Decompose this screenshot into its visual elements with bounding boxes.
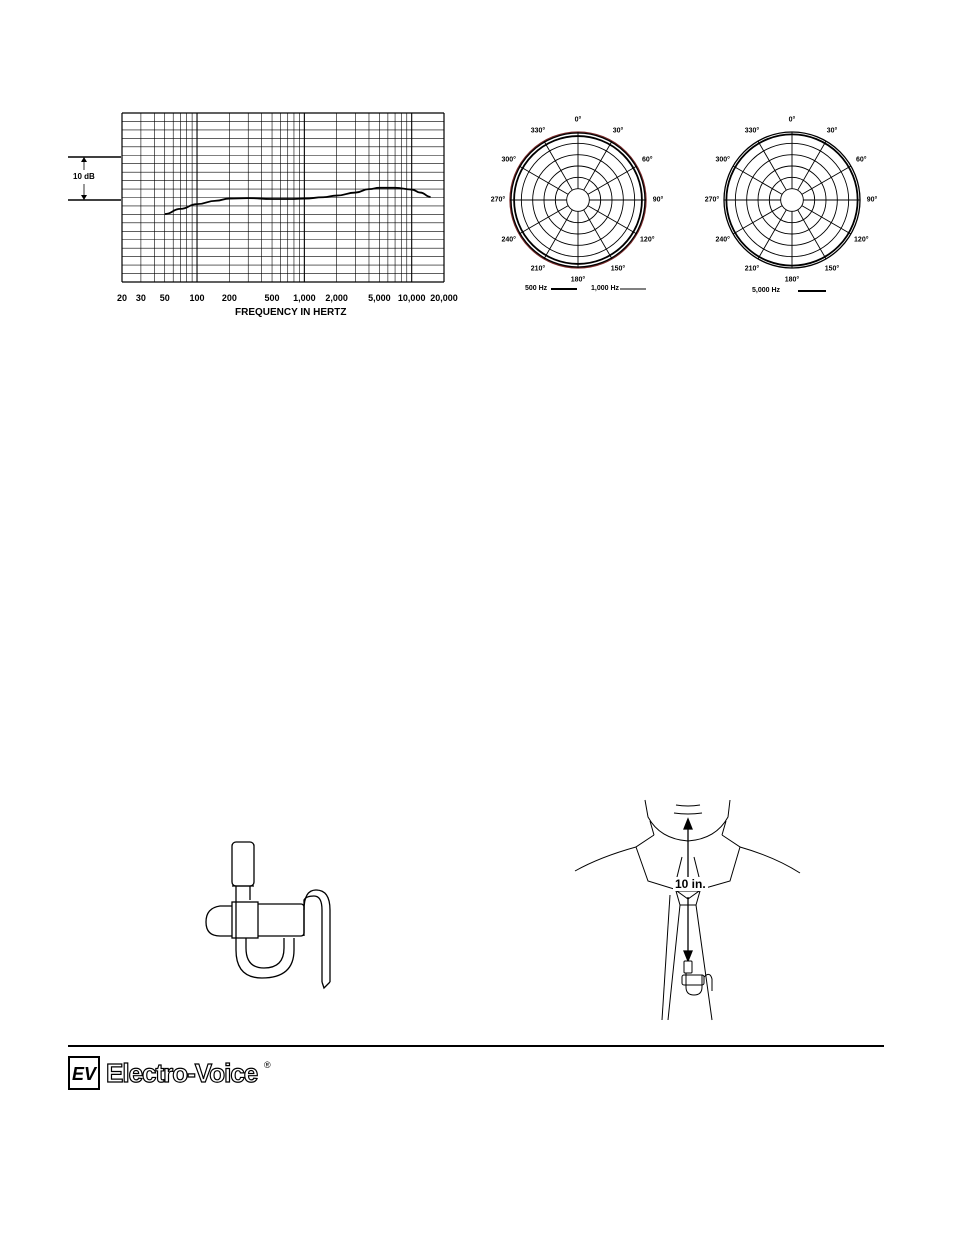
x-tick-label: 10,000 (397, 293, 426, 303)
legend-500hz: 500 Hz (525, 285, 548, 292)
polar-angle-label: 210° (744, 265, 760, 273)
polar-angle-label: 0° (788, 116, 796, 124)
placement-illustration (570, 795, 810, 1025)
scale-label: 10 dB (73, 172, 95, 181)
x-tick-label: 5,000 (368, 293, 391, 303)
polar-angle-label: 270° (704, 196, 720, 204)
svg-text:EV: EV (72, 1064, 97, 1084)
x-tick-label: 30 (135, 293, 146, 303)
x-tick-label: 500 (264, 293, 280, 303)
polar-angle-label: 60° (855, 156, 867, 164)
ev-logo-mark-icon (68, 1056, 100, 1090)
x-tick-label: 100 (189, 293, 205, 303)
polar-angle-label: 90° (652, 196, 664, 204)
polar-angle-label: 150° (824, 265, 840, 273)
svg-text:®: ® (264, 1060, 271, 1070)
polar-angle-label: 270° (490, 196, 506, 204)
polar-ring (781, 189, 804, 212)
legend-5000hz: 5,000 Hz (752, 287, 781, 294)
x-tick-label: 50 (159, 293, 170, 303)
x-tick-label: 200 (221, 293, 237, 303)
polar-angle-label: 90° (866, 196, 878, 204)
polar-angle-label: 300° (501, 156, 516, 164)
polar-angle-label: 240° (501, 236, 516, 244)
electro-voice-logo (68, 1056, 274, 1090)
footer-rule (68, 1045, 884, 1047)
polar-angle-label: 330° (744, 127, 760, 135)
x-tick-label: 20 (116, 293, 128, 303)
polar-angle-label: 180° (784, 276, 800, 284)
x-tick-label: 2,000 (325, 293, 348, 303)
distance-label: 10 in. (675, 877, 706, 891)
microphone-clip-illustration (190, 830, 340, 990)
legend-1000hz: 1,000 Hz (591, 285, 620, 292)
x-axis-label: FREQUENCY IN HERTZ (235, 307, 347, 318)
polar-angle-label: 30° (826, 127, 838, 135)
polar-angle-label: 300° (715, 156, 730, 164)
x-tick-label: 1,000 (293, 293, 316, 303)
polar-angle-label: 0° (574, 116, 582, 124)
polar-angle-label: 30° (612, 127, 624, 135)
svg-text:Electro-Voice: Electro-Voice (106, 1058, 258, 1088)
polar-angle-label: 330° (530, 127, 546, 135)
x-tick-label: 20,000 (430, 293, 458, 303)
polar-angle-label: 120° (640, 236, 655, 244)
polar-angle-label: 240° (715, 236, 730, 244)
polar-plot-5000 (0, 0, 954, 330)
polar-angle-label: 210° (530, 265, 546, 273)
polar-angle-label: 120° (854, 236, 869, 244)
polar-angle-label: 60° (641, 156, 653, 164)
polar-angle-label: 150° (610, 265, 626, 273)
polar-angle-label: 180° (570, 276, 586, 284)
electro-voice-wordmark (104, 1058, 274, 1088)
